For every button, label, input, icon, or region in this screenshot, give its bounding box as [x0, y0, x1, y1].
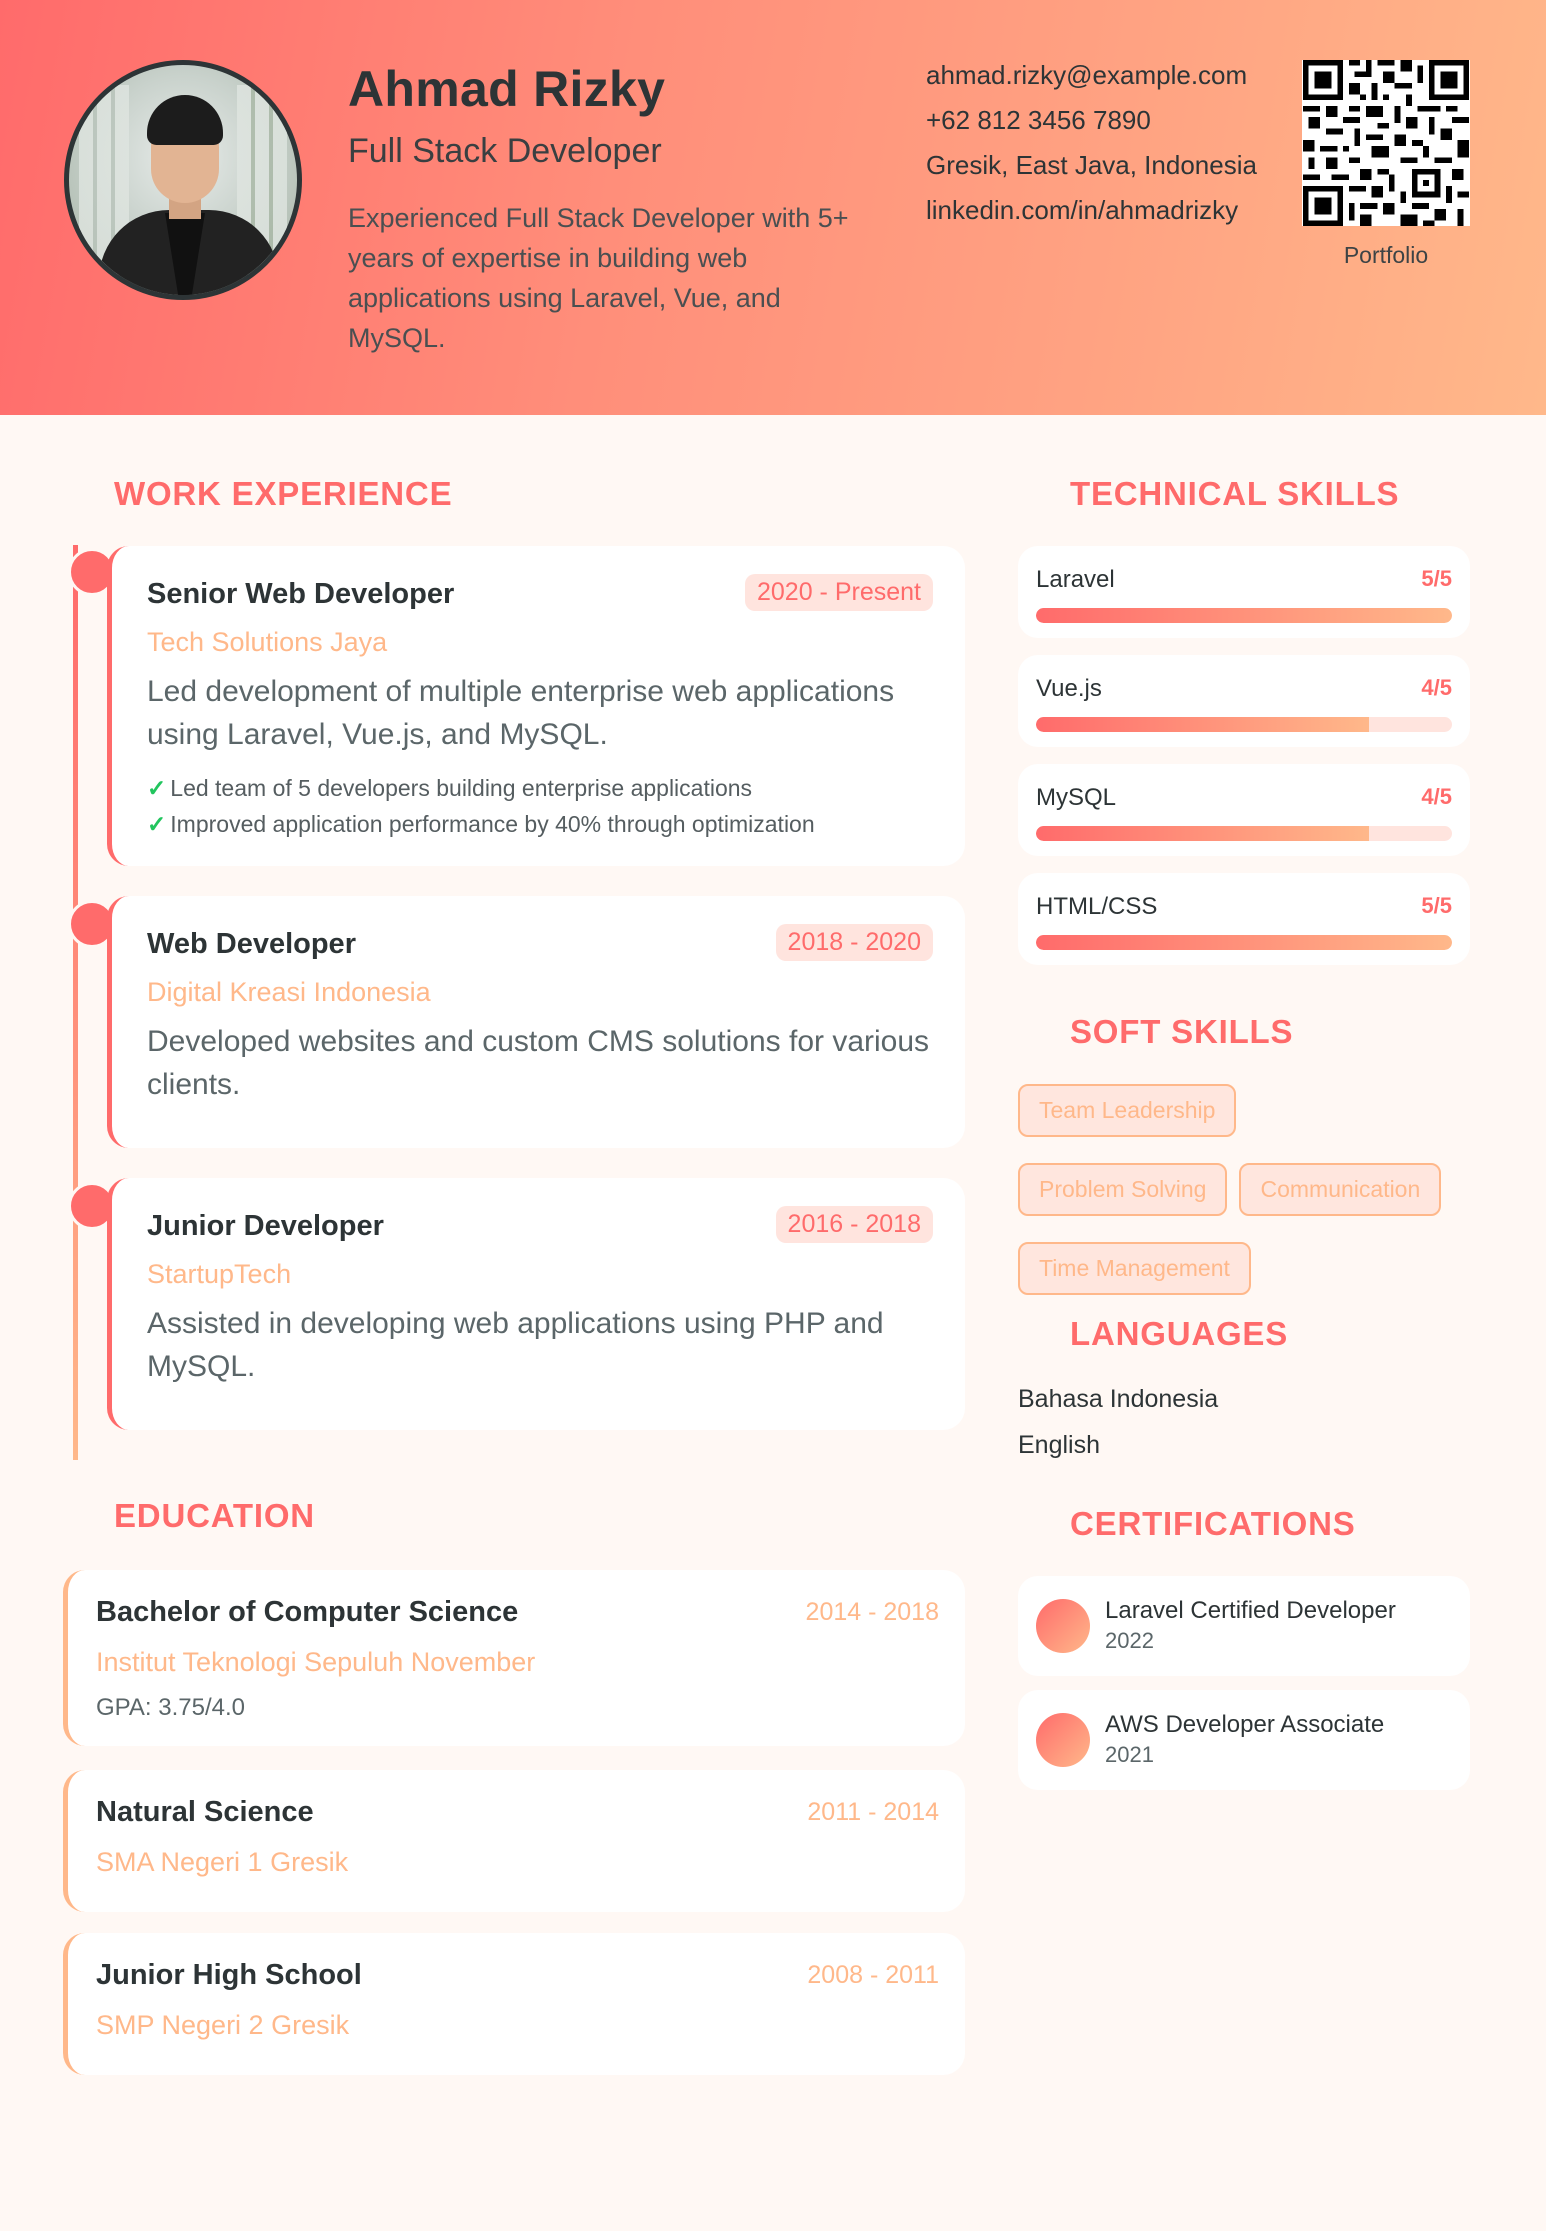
photo-hair	[147, 95, 223, 145]
certification-card	[1018, 1576, 1470, 1676]
contact-list	[926, 58, 1257, 238]
education-card	[63, 1933, 965, 2075]
contact-location: Gresik, East Java, Indonesia	[926, 150, 1257, 180]
section-title-work-experience: WORK EXPERIENCE	[114, 475, 453, 512]
contact-email[interactable]: ahmad.rizky@example.com	[926, 60, 1248, 90]
education-card	[63, 1770, 965, 1912]
soft-skill-tag: Team Leadership	[1018, 1084, 1236, 1137]
skill-progress-fill	[1036, 826, 1369, 841]
checkmark-icon: ✓	[147, 775, 167, 801]
education-card	[63, 1570, 965, 1746]
soft-skill-tag: Problem Solving	[1018, 1163, 1227, 1216]
achievement-item	[147, 806, 933, 842]
skill-name: HTML/CSS	[1036, 893, 1158, 920]
certification-year: 2022	[1105, 1628, 1154, 1653]
certification-card	[1018, 1690, 1470, 1790]
timeline-line	[73, 545, 78, 1460]
qr-label: Portfolio	[1343, 242, 1429, 268]
language-item: Bahasa Indonesia	[1018, 1385, 1219, 1413]
achievement-text: Led team of 5 developers building enterprise applications	[170, 775, 753, 801]
section-title-technical-skills: TECHNICAL SKILLS	[1070, 475, 1400, 512]
experience-period-badge: 2016 - 2018	[776, 1206, 933, 1243]
achievement-item	[147, 770, 933, 806]
experience-period-badge: 2020 - Present	[745, 574, 933, 611]
candidate-title: Full Stack Developer	[348, 132, 662, 170]
skill-score: 5/5	[1421, 566, 1452, 591]
experience-description: Led development of multiple enterprise web applications using Laravel, Vue.js, and MySQL.	[147, 675, 895, 751]
language-item: English	[1018, 1431, 1100, 1459]
skill-progress-bar	[1036, 608, 1452, 623]
experience-card	[107, 546, 965, 866]
skill-name: MySQL	[1036, 784, 1117, 811]
certificate-badge-icon	[1036, 1713, 1090, 1767]
skill-name: Laravel	[1036, 566, 1115, 593]
education-school: SMP Negeri 2 Gresik	[96, 2010, 350, 2040]
education-period: 2011 - 2014	[807, 1798, 939, 1826]
skill-card-html-css	[1018, 873, 1470, 965]
soft-skill-tag: Time Management	[1018, 1242, 1251, 1295]
education-gpa: GPA: 3.75/4.0	[96, 1694, 245, 1721]
contact-linkedin[interactable]: linkedin.com/in/ahmadrizky	[926, 195, 1239, 225]
experience-company: Tech Solutions Jaya	[147, 627, 388, 657]
skill-progress-fill	[1036, 608, 1452, 623]
certification-year: 2021	[1105, 1742, 1154, 1767]
portfolio-qr	[1302, 60, 1470, 269]
experience-description: Assisted in developing web applications using PHP and MySQL.	[147, 1307, 884, 1383]
education-school: Institut Teknologi Sepuluh November	[96, 1647, 536, 1677]
profile-photo	[64, 60, 302, 300]
language-list	[1018, 1384, 1218, 1476]
section-title-soft-skills: SOFT SKILLS	[1070, 1013, 1294, 1050]
skill-progress-fill	[1036, 935, 1452, 950]
experience-company: Digital Kreasi Indonesia	[147, 977, 431, 1007]
skill-score: 4/5	[1421, 675, 1452, 700]
experience-role: Junior Developer	[147, 1210, 384, 1242]
skill-card-mysql	[1018, 764, 1470, 856]
skill-card-vuejs	[1018, 655, 1470, 747]
achievement-text: Improved application performance by 40% through optimization	[170, 811, 815, 837]
certification-name: AWS Developer Associate	[1105, 1711, 1385, 1738]
experience-role: Web Developer	[147, 928, 356, 960]
resume-header	[0, 0, 1546, 415]
certificate-badge-icon	[1036, 1599, 1090, 1653]
soft-skill-tag: Communication	[1239, 1163, 1441, 1216]
experience-role: Senior Web Developer	[147, 578, 455, 610]
education-degree: Natural Science	[96, 1796, 314, 1828]
section-title-certifications: CERTIFICATIONS	[1070, 1505, 1356, 1542]
skill-progress-bar	[1036, 717, 1452, 732]
checkmark-icon: ✓	[147, 811, 167, 837]
education-school: SMA Negeri 1 Gresik	[96, 1847, 349, 1877]
experience-company: StartupTech	[147, 1259, 292, 1289]
skill-card-laravel	[1018, 546, 1470, 638]
soft-skill-tags	[1018, 1084, 1478, 1295]
contact-phone[interactable]: +62 812 3456 7890	[926, 105, 1151, 135]
achievement-list	[147, 770, 933, 842]
experience-description: Developed websites and custom CMS solutions for various clients.	[147, 1025, 930, 1101]
profile-summary: Experienced Full Stack Developer with 5+ years of expertise in building web applications using Laravel, Vue, and MySQL.	[348, 203, 849, 353]
skill-score: 4/5	[1421, 784, 1452, 809]
qr-code-icon[interactable]	[1302, 60, 1470, 226]
experience-period-badge: 2018 - 2020	[776, 924, 933, 961]
experience-card	[107, 1178, 965, 1430]
education-period: 2014 - 2018	[805, 1598, 939, 1626]
certification-name: Laravel Certified Developer	[1105, 1597, 1396, 1624]
candidate-name: Ahmad Rizky	[348, 61, 666, 117]
education-degree: Bachelor of Computer Science	[96, 1596, 519, 1628]
skill-score: 5/5	[1421, 893, 1452, 918]
skill-progress-bar	[1036, 826, 1452, 841]
skill-progress-fill	[1036, 717, 1369, 732]
skill-progress-bar	[1036, 935, 1452, 950]
education-period: 2008 - 2011	[807, 1961, 939, 1989]
section-title-education: EDUCATION	[114, 1497, 315, 1534]
experience-card	[107, 896, 965, 1148]
section-title-languages: LANGUAGES	[1070, 1315, 1289, 1352]
education-degree: Junior High School	[96, 1959, 362, 1991]
skill-name: Vue.js	[1036, 675, 1102, 702]
